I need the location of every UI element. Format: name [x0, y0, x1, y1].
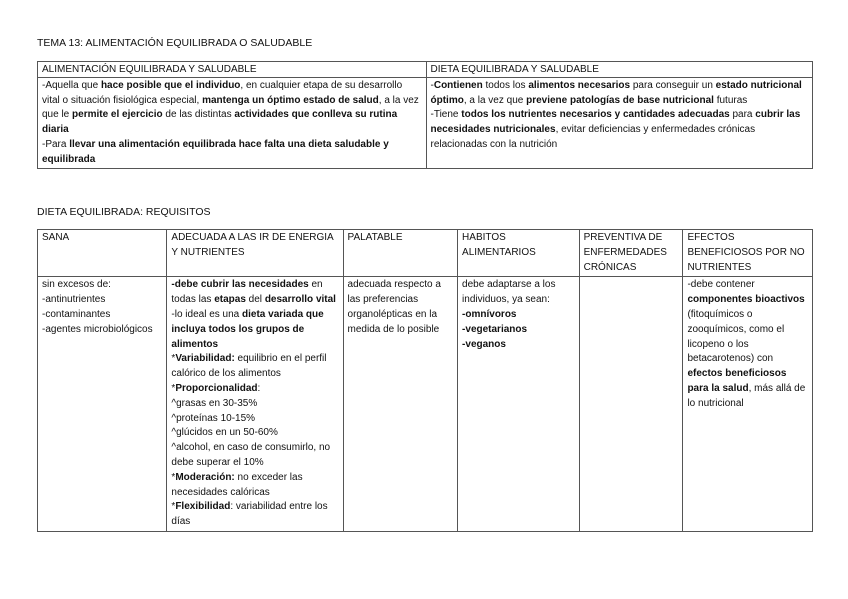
- bold-text: -omnívoros: [462, 308, 517, 320]
- alimentacion-definition: [38, 78, 427, 169]
- text: -Aquella que: [42, 80, 101, 91]
- text: , a la vez que le: [42, 94, 419, 121]
- bold-text: todos los nutrientes necesarios y cantidades adecuadas: [461, 109, 730, 121]
- table-row: [38, 78, 813, 169]
- bold-text: -vegetarianos: [462, 323, 528, 335]
- cell-sana: [38, 277, 167, 532]
- bold-text: estado nutricional óptimo: [430, 80, 802, 106]
- bold-text: Flexibilidad: [175, 501, 231, 513]
- header-palatable: PALATABLE: [343, 230, 458, 277]
- text: *: [171, 501, 176, 513]
- bold-text: actividades que conlleva su rutina diaria: [42, 109, 398, 136]
- bold-text: componentes bioactivos: [687, 294, 805, 306]
- bold-text: hace posible que el individuo: [100, 80, 241, 91]
- cell-adecuada: [167, 277, 343, 532]
- text: futuras: [713, 94, 748, 106]
- text: -Tiene: [430, 109, 462, 121]
- text: -agentes microbiológicos: [42, 323, 153, 335]
- bold-text: cubrir las necesidades nutricionales: [430, 109, 801, 136]
- cell-habitos: [458, 277, 580, 532]
- header-preventiva: PREVENTIVA DE ENFERMEDADES CRÓNICAS: [579, 230, 683, 277]
- text: ^grasas en 30-35%: [171, 397, 258, 409]
- bold-text: desarrollo vital: [264, 294, 336, 306]
- bold-text: Variabilidad:: [175, 353, 235, 365]
- text: para conseguir un: [630, 80, 716, 91]
- text: : variabilidad entre los días: [171, 501, 328, 528]
- text: -debe contener: [687, 279, 755, 291]
- text: equilibrio en el perfil calórico de los alimentos: [171, 353, 327, 380]
- bold-text: alimentos necesarios: [528, 80, 631, 91]
- header-adecuada: ADECUADA A LAS IR DE ENERGIA Y NUTRIENTES: [167, 230, 343, 277]
- text: *: [171, 382, 176, 394]
- text: , más allá de lo nutricional: [687, 382, 806, 409]
- cell-preventiva: [579, 277, 683, 532]
- definitions-table: [37, 61, 813, 169]
- text: ^proteínas 10-15%: [171, 412, 256, 424]
- text: debe adaptarse a los individuos, ya sean:: [462, 279, 556, 306]
- section-title-requisitos: DIETA EQUILIBRADA: REQUISITOS: [37, 206, 211, 218]
- header-alimentacion: ALIMENTACIÓN EQUILIBRADA Y SALUDABLE: [38, 62, 427, 78]
- text: para: [729, 109, 756, 121]
- text: adecuada respecto a las preferencias organolépticas en la medida de lo posible: [347, 279, 441, 335]
- text: -antinutrientes: [42, 294, 106, 306]
- bold-text: mantenga un óptimo estado de salud: [202, 94, 379, 106]
- bold-text: dieta variada que incluya todos los grupos de alimentos: [171, 308, 324, 350]
- text: :: [257, 382, 261, 394]
- header-efectos: EFECTOS BENEFICIOSOS POR NO NUTRIENTES: [683, 230, 813, 277]
- header-dieta: DIETA EQUILIBRADA Y SALUDABLE: [426, 62, 813, 78]
- bold-text: -debe cubrir las necesidades: [171, 279, 309, 291]
- text: -lo ideal es una: [171, 308, 243, 320]
- header-habitos: HABITOS ALIMENTARIOS: [458, 230, 580, 277]
- bold-text: efectos beneficiosos para la salud: [687, 368, 787, 394]
- text: en todas las: [171, 279, 323, 306]
- table-header-row: [38, 62, 813, 78]
- text: -contaminantes: [42, 308, 111, 320]
- text: -Para: [42, 138, 70, 150]
- text: *: [171, 353, 176, 365]
- text: de las distintas: [162, 109, 235, 121]
- header-sana: SANA: [38, 230, 167, 277]
- text: no exceder las necesidades calóricas: [171, 471, 303, 498]
- bold-text: Proporcionalidad: [175, 382, 258, 394]
- text: , en cualquier etapa de su desarrollo vital o situación fisiológica especial,: [42, 80, 403, 106]
- text: (fitoquímicos o zooquímicos, como el licopeno o los betacarotenos) con: [687, 308, 785, 365]
- text: todos los: [482, 80, 529, 91]
- dieta-definition: [426, 78, 813, 169]
- requirements-table: [37, 229, 813, 532]
- bold-text: Contienen: [433, 80, 483, 91]
- cell-palatable: [343, 277, 458, 532]
- text: ^alcohol, en caso de consumirlo, no debe superar el 10%: [171, 442, 331, 468]
- text: -: [430, 80, 434, 91]
- text: ^glúcidos en un 50-60%: [171, 427, 278, 439]
- cell-efectos: [683, 277, 813, 532]
- text: *: [171, 471, 176, 483]
- bold-text: Moderación:: [175, 471, 235, 483]
- bold-text: previene patologías de base nutricional: [526, 94, 714, 106]
- text: del: [245, 294, 265, 306]
- table-row: [38, 277, 813, 532]
- bold-text: etapas: [214, 294, 246, 306]
- bold-text: llevar una alimentación equilibrada hace falta una dieta saludable y equilibrada: [42, 138, 389, 165]
- text: , a la vez que: [463, 94, 527, 106]
- bold-text: -veganos: [462, 338, 506, 350]
- table-header-row: [38, 230, 813, 277]
- bold-text: permite el ejercicio: [72, 109, 163, 121]
- page-title: TEMA 13: ALIMENTACIÓN EQUILIBRADA O SALUDABLE: [37, 37, 313, 49]
- text: sin excesos de:: [42, 279, 111, 291]
- text: , evitar deficiencias y enfermedades crónicas relacionadas con la nutrición: [430, 124, 756, 150]
